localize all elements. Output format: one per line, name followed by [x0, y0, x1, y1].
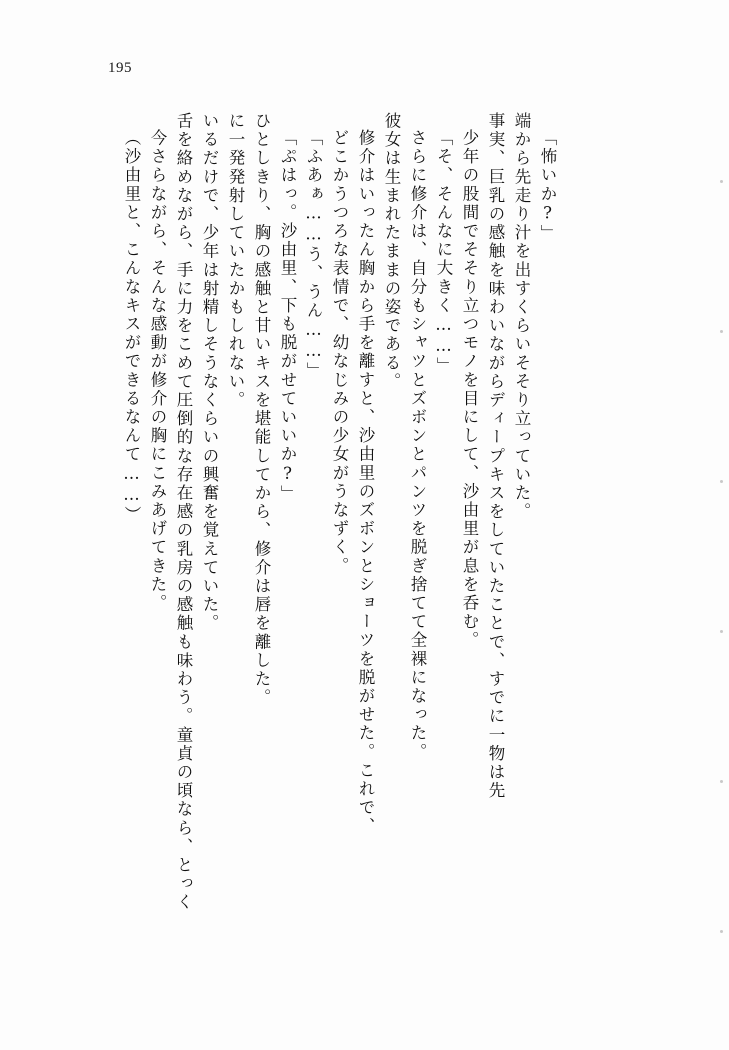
text-line: 「ぷはっ。沙由里、下も脱がせていいか?」	[278, 129, 297, 504]
text-line: どこかうつろな表情で、幼なじみの少女がうなずく。	[330, 129, 349, 576]
text-line: 彼女は生まれたままの姿である。	[382, 112, 401, 391]
edge-mark	[720, 930, 723, 933]
text-line: 今さらながら、そんな感動が修介の胸にこみあげてきた。	[148, 129, 167, 613]
vertical-text-body	[113, 112, 633, 972]
text-line: 「ふあぁ……う、うん……」	[304, 129, 323, 381]
edge-mark	[720, 180, 723, 183]
text-line: 舌を絡めながら、手に力をこめて圧倒的な存在感の乳房の感触も味わう。童貞の頃なら、とっく	[174, 112, 193, 912]
text-line: ひとしきり、胸の感触と甘いキスを堪能してから、修介は唇を離した。	[252, 112, 271, 708]
edge-mark	[720, 780, 723, 783]
page-number: 195	[108, 60, 132, 76]
edge-mark	[720, 480, 723, 483]
text-line: いるだけで、少年は射精しそうなくらいの興奮を覚えていた。	[200, 112, 219, 633]
text-line: に一発発射していたかもしれない。	[226, 112, 245, 410]
text-line: 事実、巨乳の感触を味わいながらディープキスをしていたことで、すでに一物は先	[486, 112, 505, 801]
text-line: 少年の股間でそそり立つモノを目にして、沙由里が息を呑む。	[460, 129, 479, 650]
text-line: 修介はいったん胸から手を離すと、沙由里のズボンとショーツを脱がせた。これで、	[356, 129, 375, 836]
edge-mark	[720, 630, 723, 633]
edge-mark	[720, 330, 723, 333]
text-line: 「そ、そんなに大きく……」	[434, 129, 453, 376]
text-line: （沙由里と、こんなキスができるなんて……）	[122, 129, 141, 525]
text-line: 端から先走り汁を出すくらいそそり立っていた。	[512, 112, 531, 522]
text-line: 「怖いか?」	[538, 129, 557, 244]
text-line: さらに修介は、自分もシャツとズボンとパンツを脱ぎ捨てて全裸になった。	[408, 129, 427, 762]
